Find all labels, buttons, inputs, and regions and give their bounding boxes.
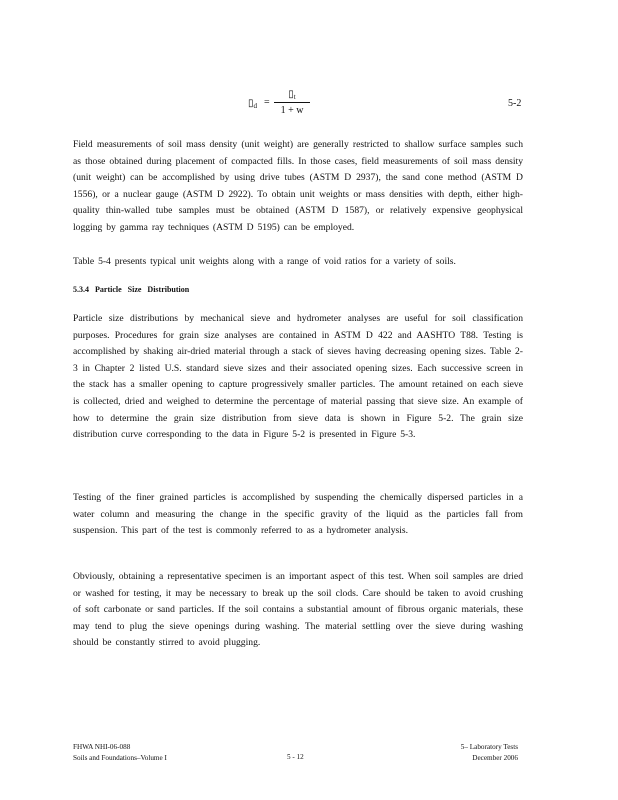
footer-chapter: 5– Laboratory Tests [460, 743, 518, 751]
equals-sign: = [264, 97, 270, 108]
footer-publication-id: FHWA NHI-06-088 [73, 743, 131, 751]
fraction-denominator: 1 + w [280, 105, 304, 116]
paragraph-field-measurements: Field measurements of soil mass density (unit weight) are generally restricted to shallow surface samples such as those obtained during placement of compacted fills. In those cases, field measurements of soil mass density (unit weight) can be accomplished by using drive tubes (ASTM D 2937), the sand cone method (ASTM D 1556), or a nuclear gauge (ASTM D 2922). To obtain unit weights or mass densities with depth, either high-quality thin-walled tube samples must be obtained (ASTM D 1587), or relatively expensive geophysical logging by gamma ray techniques (ASTM D 5195) can be employed. [73, 139, 523, 233]
section-heading: 5.3.4 Particle Size Distribution [73, 285, 190, 294]
paragraph-specimen: Obviously, obtaining a representative specimen is an important aspect of this test. When soil samples are dried or washed for testing, it may be necessary to break up the soil clods. Care should be taken to avoid crushing of soft carbonate or sand particles. If the soil contains a substantial amount of fibrous organic materials, these may tend to plug the sieve openings during washing. The material settling over the sieve during washing should be constantly stirred to avoid plugging. [73, 571, 523, 649]
paragraph-hydrometer: Testing of the finer grained particles is accomplished by suspending the chemically dispersed particles in a water column and measuring the change in the specific gravity of the liquid as the particles fall from suspension. This part of the test is commonly referred to as a hydrometer analysis. [73, 492, 523, 537]
fraction-numerator [274, 88, 310, 101]
fraction-bar [274, 102, 310, 103]
equation-fraction [274, 88, 310, 117]
density-equation [248, 88, 318, 120]
footer-date: December 2006 [472, 754, 518, 762]
equation-lhs [248, 98, 257, 109]
total-subscript: t [293, 93, 296, 101]
dry-subscript: d [253, 102, 258, 110]
dry-density-symbol: ▯ [248, 98, 254, 109]
paragraph-particle-size: Particle size distributions by mechanical sieve and hydrometer analyses are useful for soil classification purposes. Procedures for grain size analyses are contained in ASTM D 422 and AASHTO T88. Testing is accomplished by shaking air-dried material through a stack of sieves having decreasing opening sizes. Table 2-3 in Chapter 2 listed U.S. standard sieve sizes and their associated opening sizes. Each successive screen in the stack has a smaller opening to capture progressively smaller particles. The amount retained on each sieve is collected, dried and weighed to determine the percentage of material passing that sieve size. An example of how to determine the grain size distribution from sieve data is shown in Figure 5-2. The grain size distribution curve corresponding to the data in Figure 5-2 is presented in Figure 5-3. [73, 313, 523, 441]
total-density-symbol: ▯ [288, 89, 294, 100]
page-number: 5 - 12 [287, 753, 304, 761]
footer-left [73, 742, 167, 764]
paragraph-table-reference: Table 5-4 presents typical unit weights along with a range of void ratios for a variety of soils. [73, 256, 456, 267]
footer-right [443, 742, 518, 764]
footer-volume-title: Soils and Foundations–Volume I [73, 754, 167, 762]
equation-number: 5-2 [508, 98, 522, 109]
